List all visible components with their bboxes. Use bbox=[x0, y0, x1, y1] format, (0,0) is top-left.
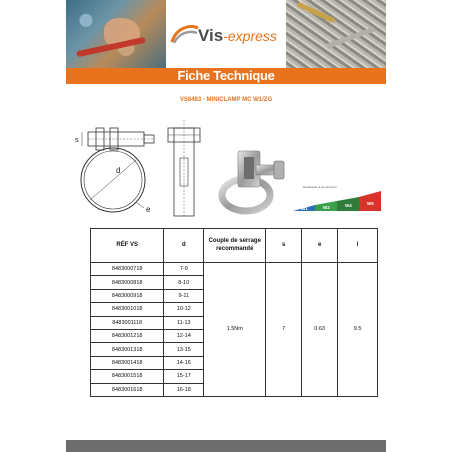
screw-shape bbox=[327, 27, 376, 49]
label-e: e bbox=[146, 205, 151, 214]
header bbox=[66, 0, 386, 68]
cell-d: 11-13 bbox=[164, 316, 204, 329]
grade-w4: W4 bbox=[345, 203, 352, 208]
cell-l: 9.5 bbox=[338, 263, 378, 397]
brand-name bbox=[198, 26, 277, 46]
cell-torque: 1.5Nm bbox=[204, 263, 266, 397]
grade-w2: W2 bbox=[323, 205, 330, 210]
col-l: l bbox=[338, 229, 378, 263]
screw-shape bbox=[297, 2, 335, 23]
footer-bar bbox=[66, 440, 386, 452]
brand-sub: -express bbox=[223, 28, 277, 44]
brand-main: Vis bbox=[198, 26, 224, 45]
cell-ref: 8483000918 bbox=[91, 289, 164, 302]
cell-e: 0.63 bbox=[302, 263, 338, 397]
cell-ref: 8483001018 bbox=[91, 303, 164, 316]
cell-s: 7 bbox=[266, 263, 302, 397]
cell-ref: 8483001518 bbox=[91, 370, 164, 383]
cell-ref: 8483001418 bbox=[91, 356, 164, 369]
corrosion-resistance-scale bbox=[293, 185, 381, 225]
col-s: s bbox=[266, 229, 302, 263]
header-photo-screws bbox=[286, 0, 386, 68]
cell-d: 16-18 bbox=[164, 383, 204, 396]
table-row bbox=[91, 263, 378, 276]
cell-d: 10-12 bbox=[164, 303, 204, 316]
logo-swoosh-icon bbox=[170, 24, 200, 44]
label-s: s bbox=[75, 137, 79, 144]
col-d: d bbox=[164, 229, 204, 263]
cell-ref: 8483000718 bbox=[91, 263, 164, 276]
grade-w5: W5 bbox=[367, 201, 374, 206]
header-photo-workbench bbox=[66, 0, 166, 68]
banner-title: Fiche Technique bbox=[177, 68, 275, 83]
cell-d: 15-17 bbox=[164, 370, 204, 383]
cell-ref: 8483001318 bbox=[91, 343, 164, 356]
scale-caption: Résistance à la corrosion bbox=[303, 185, 337, 189]
col-e: e bbox=[302, 229, 338, 263]
table-header-row bbox=[91, 229, 378, 263]
cell-ref: 8483001618 bbox=[91, 383, 164, 396]
cell-ref: 8483000818 bbox=[91, 276, 164, 289]
label-d: d bbox=[116, 166, 121, 175]
brand-logo bbox=[166, 0, 286, 68]
cell-d: 13-15 bbox=[164, 343, 204, 356]
clamp-technical-drawing bbox=[68, 118, 218, 218]
product-title: VS8483 - MINICLAMP MC W1/ZG bbox=[179, 97, 273, 103]
col-torque: Couple de serrage recommandé bbox=[204, 229, 266, 263]
cell-d: 14-16 bbox=[164, 356, 204, 369]
cell-ref: 8483001118 bbox=[91, 316, 164, 329]
cell-ref: 8483001218 bbox=[91, 329, 164, 342]
scale-bars bbox=[293, 191, 381, 211]
cell-d: 8-10 bbox=[164, 276, 204, 289]
title-banner bbox=[66, 68, 386, 84]
grade-w1: W1 bbox=[301, 206, 308, 211]
technical-sheet-page bbox=[66, 0, 386, 452]
cell-d: 12-14 bbox=[164, 329, 204, 342]
clamp-product-photo bbox=[216, 143, 288, 215]
specification-table bbox=[90, 228, 378, 397]
cell-d: 7-9 bbox=[164, 263, 204, 276]
cell-d: 9-11 bbox=[164, 289, 204, 302]
col-ref: RÉF VS bbox=[91, 229, 164, 263]
